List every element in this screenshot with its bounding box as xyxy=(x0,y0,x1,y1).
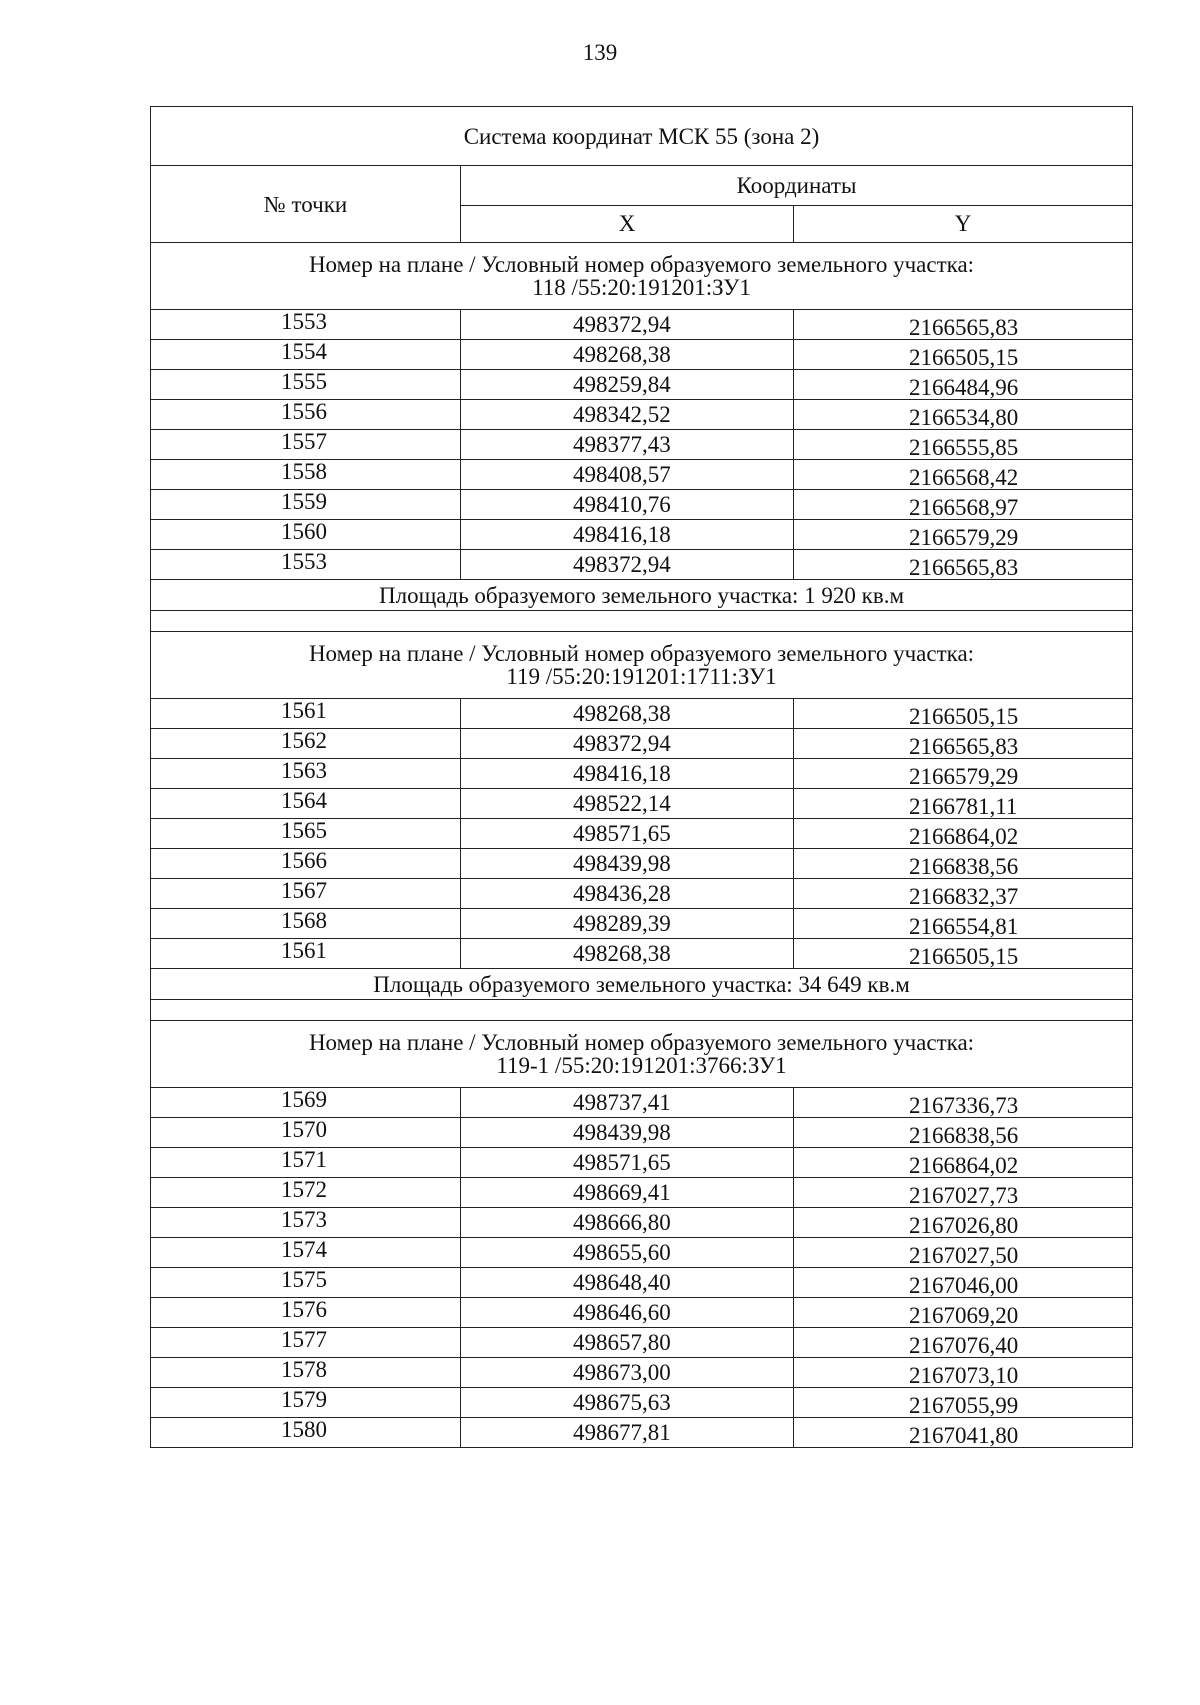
table-row xyxy=(151,819,1133,849)
y-coordinate-cell: 2166864,02 xyxy=(794,1148,1133,1178)
x-coordinate-cell: 498571,65 xyxy=(461,819,794,849)
table-row xyxy=(151,1268,1133,1298)
y-coordinate-cell: 2167046,00 xyxy=(794,1268,1133,1298)
point-number-cell: 1578 xyxy=(151,1358,461,1388)
coordinates-table-body xyxy=(151,107,1133,1448)
table-row xyxy=(151,879,1133,909)
y-coordinate-cell: 2167336,73 xyxy=(794,1088,1133,1118)
point-number-cell: 1562 xyxy=(151,729,461,759)
table-title-row xyxy=(151,107,1133,166)
x-coordinate-cell: 498372,94 xyxy=(461,310,794,340)
x-coordinate-cell: 498416,18 xyxy=(461,759,794,789)
area-row xyxy=(151,580,1133,611)
point-number-cell: 1575 xyxy=(151,1268,461,1298)
y-coordinate-cell: 2166505,15 xyxy=(794,699,1133,729)
y-coordinate-cell: 2166568,97 xyxy=(794,490,1133,520)
x-coordinate-cell: 498289,39 xyxy=(461,909,794,939)
point-number-cell: 1553 xyxy=(151,310,461,340)
table-row xyxy=(151,460,1133,490)
x-coordinate-cell: 498259,84 xyxy=(461,370,794,400)
x-coordinate-cell: 498439,98 xyxy=(461,849,794,879)
x-coordinate-cell: 498372,94 xyxy=(461,729,794,759)
table-row xyxy=(151,729,1133,759)
y-coordinate-cell: 2167027,50 xyxy=(794,1238,1133,1268)
table-row xyxy=(151,1118,1133,1148)
y-coordinate-cell: 2166505,15 xyxy=(794,939,1133,969)
y-coordinate-cell: 2167073,10 xyxy=(794,1358,1133,1388)
y-coordinate-cell: 2166832,37 xyxy=(794,879,1133,909)
section-label: Номер на плане / Условный номер образуемого земельного участка: xyxy=(308,641,975,666)
point-number-cell: 1568 xyxy=(151,909,461,939)
x-coordinate-cell: 498342,52 xyxy=(461,400,794,430)
table-row xyxy=(151,520,1133,550)
section-code: 118 /55:20:191201:ЗУ1 xyxy=(532,275,751,300)
point-number-cell: 1563 xyxy=(151,759,461,789)
table-row xyxy=(151,1238,1133,1268)
table-title: Система координат МСК 55 (зона 2) xyxy=(151,107,1133,166)
x-coordinate-cell: 498408,57 xyxy=(461,460,794,490)
y-coordinate-cell: 2166565,83 xyxy=(794,550,1133,580)
point-number-cell: 1560 xyxy=(151,520,461,550)
table-row xyxy=(151,1148,1133,1178)
table-row xyxy=(151,1328,1133,1358)
table-row xyxy=(151,310,1133,340)
parcel-area: Площадь образуемого земельного участка: 1 920 кв.м xyxy=(151,580,1133,611)
y-coordinate-cell: 2166838,56 xyxy=(794,849,1133,879)
y-coordinate-cell: 2166579,29 xyxy=(794,520,1133,550)
parcel-area: Площадь образуемого земельного участка: 34 649 кв.м xyxy=(151,969,1133,1000)
x-coordinate-cell: 498646,60 xyxy=(461,1298,794,1328)
y-coordinate-cell: 2166838,56 xyxy=(794,1118,1133,1148)
point-number-cell: 1553 xyxy=(151,550,461,580)
table-row xyxy=(151,789,1133,819)
point-number-cell: 1573 xyxy=(151,1208,461,1238)
empty-cell xyxy=(151,1000,1133,1021)
table-row xyxy=(151,1418,1133,1448)
x-coordinate-cell: 498268,38 xyxy=(461,939,794,969)
x-coordinate-cell: 498522,14 xyxy=(461,789,794,819)
point-number-cell: 1580 xyxy=(151,1418,461,1448)
area-row xyxy=(151,969,1133,1000)
y-coordinate-cell: 2166565,83 xyxy=(794,310,1133,340)
x-coordinate-cell: 498666,80 xyxy=(461,1208,794,1238)
point-number-cell: 1574 xyxy=(151,1238,461,1268)
table-row xyxy=(151,1298,1133,1328)
section-label: Номер на плане / Условный номер образуемого земельного участка: xyxy=(308,1030,975,1055)
header-x: X xyxy=(461,205,794,243)
section-label: Номер на плане / Условный номер образуемого земельного участка: xyxy=(308,252,975,277)
point-number-cell: 1566 xyxy=(151,849,461,879)
y-coordinate-cell: 2167069,20 xyxy=(794,1298,1133,1328)
header-coordinates: Координаты xyxy=(461,166,1133,206)
point-number-cell: 1577 xyxy=(151,1328,461,1358)
point-number-cell: 1561 xyxy=(151,939,461,969)
table-row xyxy=(151,370,1133,400)
x-coordinate-cell: 498377,43 xyxy=(461,430,794,460)
table-row xyxy=(151,1208,1133,1238)
x-coordinate-cell: 498655,60 xyxy=(461,1238,794,1268)
section-header xyxy=(151,1021,1133,1088)
y-coordinate-cell: 2167027,73 xyxy=(794,1178,1133,1208)
x-coordinate-cell: 498673,00 xyxy=(461,1358,794,1388)
section-header xyxy=(151,243,1133,310)
x-coordinate-cell: 498737,41 xyxy=(461,1088,794,1118)
y-coordinate-cell: 2166579,29 xyxy=(794,759,1133,789)
x-coordinate-cell: 498268,38 xyxy=(461,699,794,729)
y-coordinate-cell: 2167026,80 xyxy=(794,1208,1133,1238)
page-number: 139 xyxy=(582,40,618,65)
x-coordinate-cell: 498372,94 xyxy=(461,550,794,580)
table-row xyxy=(151,1358,1133,1388)
point-number-cell: 1558 xyxy=(151,460,461,490)
point-number-cell: 1570 xyxy=(151,1118,461,1148)
x-coordinate-cell: 498436,28 xyxy=(461,879,794,909)
header-row-1 xyxy=(151,166,1133,206)
table-row xyxy=(151,1388,1133,1418)
table-row xyxy=(151,699,1133,729)
point-number-cell: 1557 xyxy=(151,430,461,460)
header-point-number: № точки xyxy=(151,166,461,243)
y-coordinate-cell: 2166781,11 xyxy=(794,789,1133,819)
x-coordinate-cell: 498675,63 xyxy=(461,1388,794,1418)
x-coordinate-cell: 498669,41 xyxy=(461,1178,794,1208)
table-row xyxy=(151,849,1133,879)
point-number-cell: 1554 xyxy=(151,340,461,370)
x-coordinate-cell: 498268,38 xyxy=(461,340,794,370)
x-coordinate-cell: 498439,98 xyxy=(461,1118,794,1148)
point-number-cell: 1579 xyxy=(151,1388,461,1418)
y-coordinate-cell: 2166554,81 xyxy=(794,909,1133,939)
x-coordinate-cell: 498571,65 xyxy=(461,1148,794,1178)
y-coordinate-cell: 2166484,96 xyxy=(794,370,1133,400)
point-number-cell: 1556 xyxy=(151,400,461,430)
x-coordinate-cell: 498416,18 xyxy=(461,520,794,550)
header-y: Y xyxy=(794,205,1133,243)
section-code: 119-1 /55:20:191201:3766:ЗУ1 xyxy=(496,1053,787,1078)
spacer-row xyxy=(151,611,1133,632)
x-coordinate-cell: 498657,80 xyxy=(461,1328,794,1358)
x-coordinate-cell: 498648,40 xyxy=(461,1268,794,1298)
y-coordinate-cell: 2166568,42 xyxy=(794,460,1133,490)
table-row xyxy=(151,1178,1133,1208)
point-number-cell: 1576 xyxy=(151,1298,461,1328)
table-row xyxy=(151,909,1133,939)
empty-cell xyxy=(151,611,1133,632)
point-number-cell: 1555 xyxy=(151,370,461,400)
point-number-cell: 1561 xyxy=(151,699,461,729)
point-number-cell: 1559 xyxy=(151,490,461,520)
point-number-cell: 1571 xyxy=(151,1148,461,1178)
y-coordinate-cell: 2166534,80 xyxy=(794,400,1133,430)
y-coordinate-cell: 2167041,80 xyxy=(794,1418,1133,1448)
section-header xyxy=(151,632,1133,699)
table-row xyxy=(151,759,1133,789)
y-coordinate-cell: 2166555,85 xyxy=(794,430,1133,460)
y-coordinate-cell: 2167076,40 xyxy=(794,1328,1133,1358)
y-coordinate-cell: 2166505,15 xyxy=(794,340,1133,370)
table-row xyxy=(151,430,1133,460)
x-coordinate-cell: 498677,81 xyxy=(461,1418,794,1448)
y-coordinate-cell: 2166864,02 xyxy=(794,819,1133,849)
point-number-cell: 1567 xyxy=(151,879,461,909)
point-number-cell: 1572 xyxy=(151,1178,461,1208)
section-code: 119 /55:20:191201:1711:ЗУ1 xyxy=(506,664,777,689)
table-row xyxy=(151,400,1133,430)
section-header-row xyxy=(151,243,1133,310)
point-number-cell: 1564 xyxy=(151,789,461,819)
table-row xyxy=(151,490,1133,520)
y-coordinate-cell: 2166565,83 xyxy=(794,729,1133,759)
section-header-row xyxy=(151,1021,1133,1088)
spacer-row xyxy=(151,1000,1133,1021)
point-number-cell: 1565 xyxy=(151,819,461,849)
y-coordinate-cell: 2167055,99 xyxy=(794,1388,1133,1418)
point-number-cell: 1569 xyxy=(151,1088,461,1118)
coordinates-table xyxy=(150,106,1133,1448)
section-header-row xyxy=(151,632,1133,699)
table-row xyxy=(151,550,1133,580)
x-coordinate-cell: 498410,76 xyxy=(461,490,794,520)
table-row xyxy=(151,1088,1133,1118)
table-row xyxy=(151,939,1133,969)
table-row xyxy=(151,340,1133,370)
